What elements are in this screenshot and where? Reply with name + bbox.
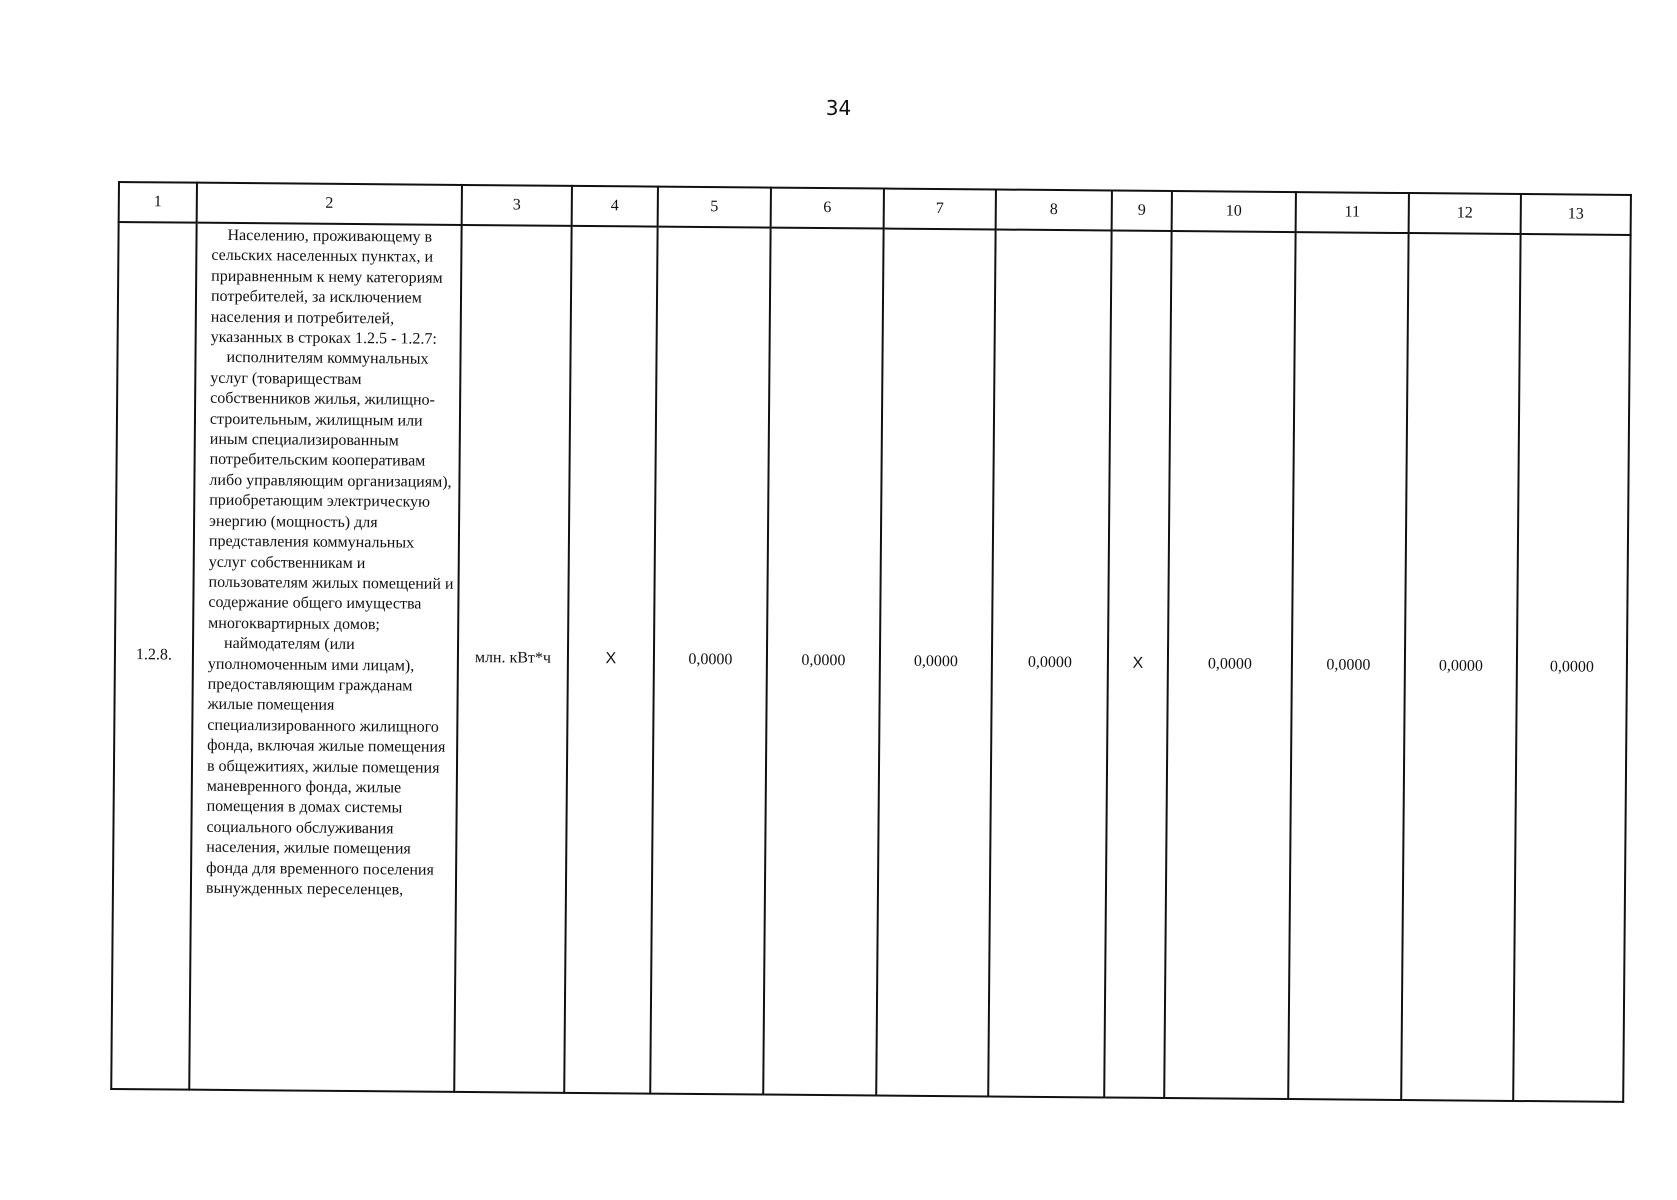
row-col8: 0,0000 <box>988 230 1111 1098</box>
header-cell: 13 <box>1521 194 1631 235</box>
row-col12: 0,0000 <box>1401 233 1520 1101</box>
header-cell: 7 <box>884 189 996 230</box>
header-cell: 10 <box>1172 191 1296 232</box>
row-col11: 0,0000 <box>1288 232 1408 1100</box>
header-cell: 9 <box>1112 191 1172 232</box>
header-cell: 11 <box>1296 192 1409 233</box>
table-row <box>111 222 1630 1102</box>
header-cell: 12 <box>1409 193 1521 234</box>
header-cell: 6 <box>771 188 884 229</box>
header-cell: 2 <box>197 183 462 225</box>
description-paragraph: Населению, проживающему в сельских населенных пунктах, и приравненным к нему категориям потребителей, за исключением населения и потребителей, указанных в строках 1.2.5 - 1.2.7: <box>210 226 443 348</box>
data-table <box>110 181 1632 1103</box>
row-col6: 0,0000 <box>763 228 883 1096</box>
header-cell: 8 <box>996 190 1112 231</box>
row-code: 1.2.8. <box>111 222 196 1090</box>
row-col9: X <box>1104 230 1171 1097</box>
row-col7: 0,0000 <box>876 229 995 1097</box>
row-col5: 0,0000 <box>650 227 770 1095</box>
description-paragraph: исполнителям коммунальных услуг (товариществам собственников жилья, жилищно-строительным, жилищным или иным специализированным потребительским кооперативам либо управляющим организациям), приобретающим электрическую энергию (мощность) для представления коммунальных услуг собственникам и пользователям жилых помещений и содержание общего имущества многоквартирных домов; <box>208 349 454 633</box>
row-description <box>189 223 461 1092</box>
description-paragraph: наймодателям (или уполномоченным ими лицам), предоставляющим гражданам жилые помещения специализированного жилищного фонда, включая жилые помещения в общежитиях, жилые помещения маневренного фонда, жилые помещения в домах системы социального обслуживания населения, жилые помещения фонда для временного поселения вынужденных переселенцев, <box>205 635 446 899</box>
page-number: 34 <box>825 96 852 120</box>
row-col4: X <box>564 226 657 1094</box>
header-cell: 3 <box>462 185 572 226</box>
row-col10: 0,0000 <box>1164 231 1295 1099</box>
row-col13: 0,0000 <box>1513 234 1630 1102</box>
header-cell: 4 <box>572 186 658 227</box>
header-cell: 5 <box>658 187 771 228</box>
row-unit: млн. кВт*ч <box>454 225 571 1093</box>
header-cell: 1 <box>119 182 197 223</box>
